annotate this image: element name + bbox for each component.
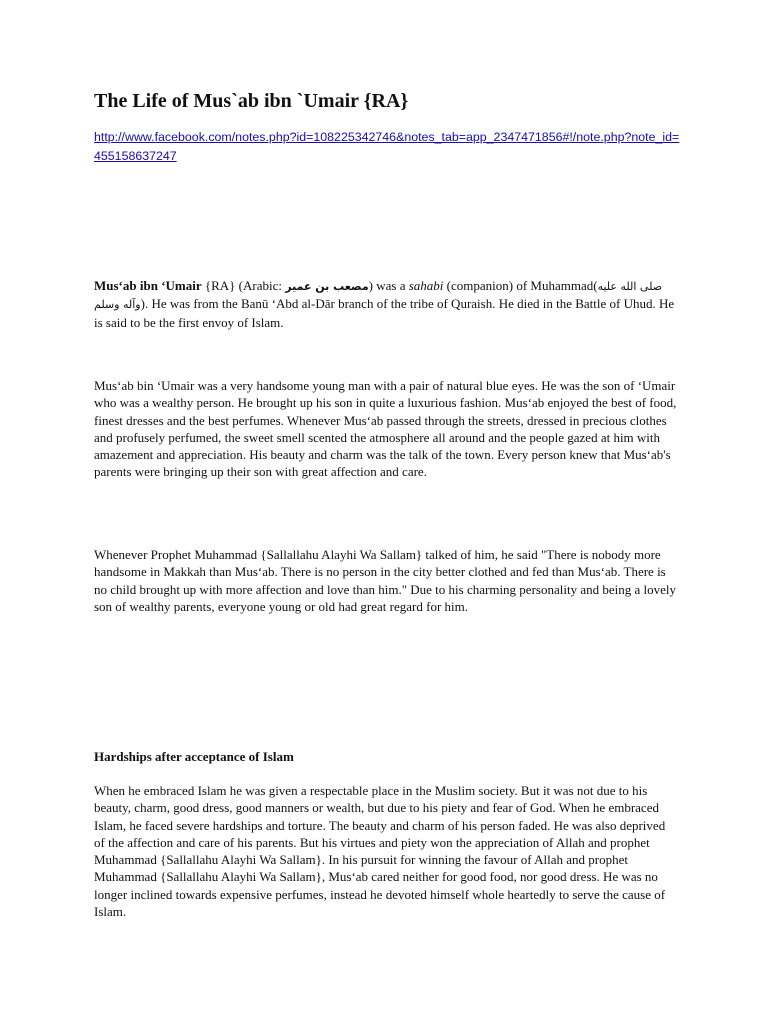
- sahabi-term: sahabi: [408, 278, 444, 293]
- arabic-honorific: صلى الله عليه وآله وسلم: [94, 280, 663, 312]
- facebook-note-link[interactable]: http://www.facebook.com/notes.php?id=108225342746&notes_tab=app_2347471856#!/note.php?note_id=455158637247: [94, 130, 680, 163]
- intro-text-4: ). He was from the Banū ‘Abd al-Dār branch of the tribe of Quraish. He died in the Battle of Uhud. He is said to be the first envoy of Islam.: [94, 296, 675, 330]
- intro-paragraph: [94, 277, 679, 331]
- paragraph-prophet-quote: Whenever Prophet Muhammad {Sallallahu Alayhi Wa Sallam} talked of him, he said "There is nobody more handsome in Makkah than Mus‘ab. There is no person in the city better clothed and fed than Mus‘ab. There is no child brought up with more affection and love than him." Due to his charming personality and being a lovely son of wealthy parents, everyone young or old had great regard for him.: [94, 547, 676, 614]
- intro-text-2: ) was a: [368, 278, 409, 293]
- document-title: The Life of Mus`ab ibn `Umair {RA}: [94, 90, 409, 112]
- subject-name: Mus‘ab ibn ‘Umair: [94, 278, 202, 293]
- paragraph-hardships: When he embraced Islam he was given a respectable place in the Muslim society. But it was not due to his beauty, charm, good dress, good manners or wealth, but due to his piety and fear of God. When he embraced Islam, he faced severe hardships and torture. The beauty and charm of his person faded. He was also deprived of the affection and care of his parents. But his virtues and piety won the appreciation of Allah and prophet Muhammad {Sallallahu Alayhi Wa Sallam}. In his pursuit for winning the favour of Allah and prophet Muhammad {Sallallahu Alayhi Wa Sallam}, Mus‘ab cared neither for good food, nor good dress. He was no longer inclined towards expensive perfumes, instead he devoted himself whole heartedly to serve the cause of Islam.: [94, 783, 666, 920]
- section-heading: Hardships after acceptance of Islam: [94, 749, 294, 764]
- arabic-name: مصعب بن عمير: [285, 280, 369, 293]
- intro-text-1: {RA} (Arabic:: [201, 278, 286, 293]
- intro-text-3: (companion) of Muhammad(: [443, 278, 598, 293]
- paragraph-description: Mus‘ab bin ‘Umair was a very handsome young man with a pair of natural blue eyes. He was the son of ‘Umair who was a wealthy person. He brought up his son in quite a luxurious fashion. Mus‘ab enjoyed the best of food, finest dresses and the best perfumes. Whenever Mus‘ab passed through the streets, dressed in precious clothes and profusely perfumed, the sweet smell scented the atmosphere all around and the people gazed at him with amazement and appreciation. His beauty and charm was the talk of the town. Every person knew that Mus‘ab's parents were bringing up their son with great affection and care.: [94, 378, 677, 480]
